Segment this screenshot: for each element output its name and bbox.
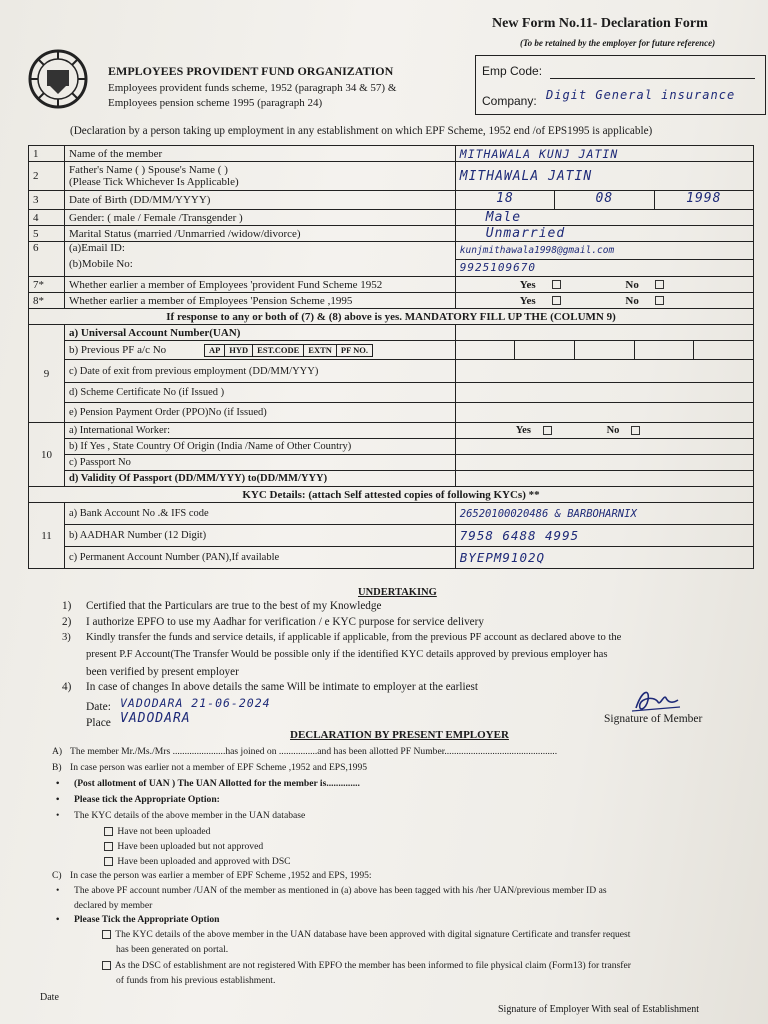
member-name-field[interactable]: MITHAWALA KUNJ JATIN xyxy=(455,146,753,162)
company-field[interactable]: Digit General insurance xyxy=(546,88,736,102)
country-origin-label: b) If Yes , State Country Of Origin (India /Name of Other Country) xyxy=(65,439,456,455)
intl-yes-label: Yes xyxy=(515,425,531,436)
passport-validity-label: d) Validity Of Passport (DD/MM/YYY) to(DD/MM/YYY) xyxy=(65,471,456,487)
undertaking-item: 1) Certified that the Particulars are true to the best of my Knowledge xyxy=(62,600,382,612)
pf-tagged-line-2: declared by member xyxy=(74,900,153,911)
epf-no-label: No xyxy=(625,278,639,291)
passport-validity-field[interactable] xyxy=(455,471,753,487)
checkbox-not-uploaded[interactable] xyxy=(104,827,113,836)
option-uploaded-approved[interactable]: Have been uploaded and approved with DSC xyxy=(102,856,291,867)
ppo-field[interactable] xyxy=(455,403,753,423)
tick-applicable-label: (Please Tick Whichever Is Applicable) xyxy=(69,176,239,188)
place-field[interactable]: VADODARA xyxy=(120,711,191,726)
email-mobile-label xyxy=(65,242,456,277)
place-label: Place xyxy=(86,717,111,729)
row-number: 9 xyxy=(29,325,65,423)
undertaking-title: UNDERTAKING xyxy=(358,587,437,598)
declaration-note: (Declaration by a person taking up employment in any establishment on which EPF Scheme, 1952 end /of EPS1995 is applicable) xyxy=(70,125,653,137)
uan-allotment-line: • (Post allotment of UAN ) The UAN Allotted for the member is.............. xyxy=(56,778,360,789)
row-number: 6 xyxy=(29,242,65,277)
date-label: Date: xyxy=(86,701,111,713)
pf-field-pfno: PF NO. xyxy=(336,344,373,357)
row-number: 2 xyxy=(29,162,65,191)
epf-member-options xyxy=(455,277,753,293)
mobile-label: (b)Mobile No: xyxy=(69,258,133,270)
epf-yes-label: Yes xyxy=(519,278,536,291)
father-name-field[interactable]: MITHAWALA JATIN xyxy=(455,162,753,191)
dob-label: Date of Birth (DD/MM/YYYY) xyxy=(65,191,456,210)
option-dsc-approved[interactable]: The KYC details of the above member in the UAN database have been approved with digital signature Certificate and transfer request xyxy=(100,929,630,940)
org-line-2: Employees pension scheme 1995 (paragraph 24) xyxy=(108,97,323,109)
member-signature-icon xyxy=(628,686,684,716)
father-spouse-label xyxy=(65,162,456,191)
eps-member-label: Whether earlier a member of Employees 'Pension Scheme ,1995 xyxy=(65,293,456,309)
undertaking-item: 2) I authorize EPFO to use my Aadhar for verification / e KYC purpose for service delivery xyxy=(62,616,484,628)
email-label: (a)Email ID: xyxy=(69,242,125,254)
member-details-table xyxy=(28,145,754,569)
scheme-certificate-field[interactable] xyxy=(455,383,753,403)
aadhar-label: b) AADHAR Number (12 Digit) xyxy=(65,525,456,547)
tick-option-heading: • Please tick the Appropriate Option: xyxy=(56,794,220,805)
row-number: 3 xyxy=(29,191,65,210)
ppo-label: e) Pension Payment Order (PPO)No (if Issued) xyxy=(65,403,456,423)
previous-pf-field[interactable] xyxy=(455,341,753,360)
gender-label: Gender: ( male / Female /Transgender ) xyxy=(65,210,456,226)
row-number: 11 xyxy=(29,503,65,569)
row-number: 8* xyxy=(29,293,65,309)
signature-of-member-label: Signature of Member xyxy=(604,713,703,725)
uan-label: a) Universal Account Number(UAN) xyxy=(65,325,456,341)
option-uploaded-not-approved[interactable]: Have been uploaded but not approved xyxy=(102,841,263,852)
company-label: Company: xyxy=(482,94,537,108)
employer-clause-a: A) The member Mr./Ms./Mrs ......................has joined on ................and has been allotted PF Number............................................... xyxy=(52,746,558,757)
org-line-1: Employees provident funds scheme, 1952 (paragraph 34 & 57) & xyxy=(108,82,397,94)
undertaking-item: 4) In case of changes In above details the same Will be intimate to employer at the earliest xyxy=(62,681,479,693)
marital-status-label: Marital Status (married /Unmarried /widow/divorce) xyxy=(65,226,456,242)
international-worker-options xyxy=(455,423,753,439)
pf-field-estcode: EST.CODE xyxy=(252,344,304,357)
epf-member-label: Whether earlier a member of Employees 'provident Fund Scheme 1952 xyxy=(65,277,456,293)
previous-pf-label xyxy=(65,341,456,360)
dob-year[interactable]: 1998 xyxy=(686,191,722,206)
uan-field[interactable] xyxy=(455,325,753,341)
epf-yes-checkbox[interactable] xyxy=(552,280,561,289)
eps-no-label: No xyxy=(625,294,639,307)
passport-label: c) Passport No xyxy=(65,455,456,471)
name-label: Name of the member xyxy=(65,146,456,162)
emp-code-company-box xyxy=(475,55,766,115)
row-number: 7* xyxy=(29,277,65,293)
option-physical-claim[interactable]: As the DSC of establishment are not registered With EPFO the member has been informed to file physical claim (Form13) for transfer xyxy=(100,960,631,971)
scheme-certificate-label: d) Scheme Certificate No (if Issued ) xyxy=(65,383,456,403)
org-name: EMPLOYEES PROVIDENT FUND ORGANIZATION xyxy=(108,64,394,78)
eps-member-options xyxy=(455,293,753,309)
date-field[interactable]: VADODARA 21-06-2024 xyxy=(120,696,271,710)
option-physical-claim-2: of funds from his previous establishment. xyxy=(116,975,276,986)
option-not-uploaded[interactable]: Have not been uploaded xyxy=(102,826,210,837)
gender-field[interactable]: Male xyxy=(455,210,753,226)
intl-no-checkbox[interactable] xyxy=(631,426,640,435)
employer-clause-c: C) In case the person was earlier a member of EPF Scheme ,1952 and EPS, 1995: xyxy=(52,870,372,881)
passport-field[interactable] xyxy=(455,455,753,471)
pf-fields xyxy=(205,344,373,356)
tick-option-heading-2: • Please Tick the Appropriate Option xyxy=(56,914,220,925)
checkbox-uploaded-not-approved[interactable] xyxy=(104,842,113,851)
marital-status-field[interactable]: Unmarried xyxy=(455,226,753,242)
kyc-heading: KYC Details: (attach Self attested copies of following KYCs) ** xyxy=(29,487,754,503)
pan-label: c) Permanent Account Number (PAN),If available xyxy=(65,547,456,569)
employer-signature-label: Signature of Employer With seal of Establishment xyxy=(498,1004,700,1015)
employer-declaration-title: DECLARATION BY PRESENT EMPLOYER xyxy=(290,729,509,741)
bank-account-label: a) Bank Account No .& IFS code xyxy=(65,503,456,525)
row-number: 1 xyxy=(29,146,65,162)
exit-date-field[interactable] xyxy=(455,360,753,383)
kyc-database-line: • The KYC details of the above member in the UAN database xyxy=(56,810,306,821)
international-worker-label: a) International Worker: xyxy=(65,423,456,439)
dob-field[interactable] xyxy=(455,191,753,210)
employer-clause-b: B) In case person was earlier not a member of EPF Scheme ,1952 and EPS,1995 xyxy=(52,762,368,773)
row-number: 4 xyxy=(29,210,65,226)
dob-month[interactable]: 08 xyxy=(555,191,654,209)
undertaking-item: present P.F Account(The Transfer Would be possible only if the identified KYC details approved by previous employer has xyxy=(86,649,608,660)
pf-tagged-line: • The above PF account number /UAN of the member as mentioned in (a) above has been tagged with his /her UAN/previous member ID as xyxy=(56,885,607,896)
eps-yes-checkbox[interactable] xyxy=(552,296,561,305)
checkbox-uploaded-approved[interactable] xyxy=(104,857,113,866)
mandatory-heading: If response to any or both of (7) & (8) above is yes. MANDATORY FILL UP THE (COLUMN 9) xyxy=(29,309,754,325)
checkbox-dsc-approved[interactable] xyxy=(102,930,111,939)
bank-account-field[interactable]: 26520100020486 & BARBOHARNIX xyxy=(455,503,753,525)
dob-day[interactable]: 18 xyxy=(456,191,555,209)
row-number: 10 xyxy=(29,423,65,487)
exit-date-label: c) Date of exit from previous employment (DD/MM/YYY) xyxy=(65,360,456,383)
eps-yes-label: Yes xyxy=(519,294,536,307)
undertaking-item: been verified by present employer xyxy=(86,666,239,678)
option-dsc-approved-2: has been generated on portal. xyxy=(116,944,229,955)
intl-yes-checkbox[interactable] xyxy=(543,426,552,435)
father-spouse-name-label: Father's Name ( ) Spouse's Name ( ) xyxy=(69,164,228,176)
emp-code-label: Emp Code: xyxy=(482,64,543,78)
email-field[interactable]: kunjmithawala1998@gmail.com xyxy=(459,244,615,256)
pf-field-hyd: HYD xyxy=(224,344,253,357)
undertaking-item: 3) Kindly transfer the funds and service details, if applicable if applicable, from the previous PF account as declared above to the xyxy=(62,632,622,643)
pf-field-ap: AP xyxy=(204,344,225,357)
checkbox-physical-claim[interactable] xyxy=(102,961,111,970)
email-mobile-field xyxy=(455,242,753,277)
country-origin-field[interactable] xyxy=(455,439,753,455)
epfo-logo-icon xyxy=(22,48,94,110)
intl-no-label: No xyxy=(606,425,620,436)
form-subtitle: (To be retained by the employer for future reference) xyxy=(520,38,716,48)
emp-code-field[interactable] xyxy=(550,78,755,79)
aadhar-field[interactable]: 7958 6488 4995 xyxy=(455,525,753,547)
eps-no-checkbox[interactable] xyxy=(655,296,664,305)
previous-pf-text: b) Previous PF a/c No xyxy=(69,343,167,356)
mobile-field[interactable]: 9925109670 xyxy=(456,259,753,276)
pan-field[interactable]: BYEPM9102Q xyxy=(455,547,753,569)
form-title: New Form No.11- Declaration Form xyxy=(492,16,708,31)
employer-date-label: Date xyxy=(40,992,59,1003)
epf-no-checkbox[interactable] xyxy=(655,280,664,289)
pf-field-extn: EXTN xyxy=(303,344,337,357)
row-number: 5 xyxy=(29,226,65,242)
